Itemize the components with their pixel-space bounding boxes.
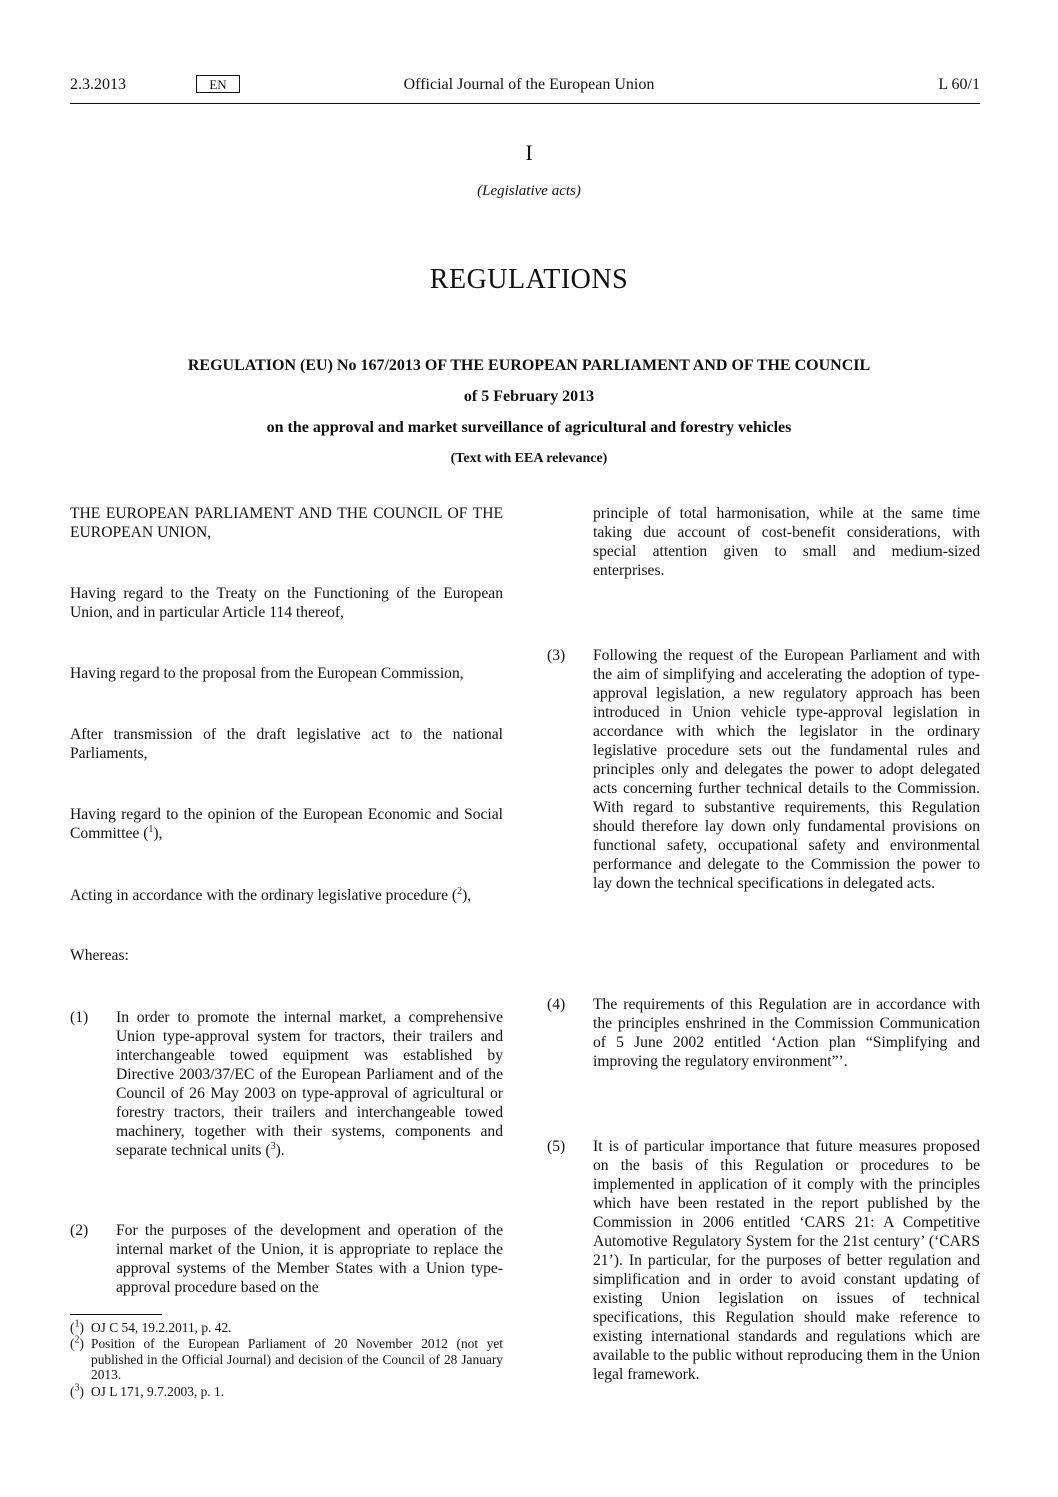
recital-number: (2) <box>70 1222 89 1239</box>
recital-1-body: In order to promote the internal market, a comprehensive Union type-approval system for tractors, their trailers and interchangeable towed equipment was established by Directive 2003/37/EC of the European Parliament and of the Council of 26 May 2003 on type-approval of agricultural or forestry tractors, their trailers and interchangeable towed machinery, together with their systems, components and separate technical units ( <box>116 1009 503 1159</box>
recital-number: (1) <box>70 1009 89 1026</box>
regulations-heading: REGULATIONS <box>429 264 629 295</box>
preamble-opinion-end: ), <box>153 825 163 842</box>
regulation-title: REGULATION (EU) No 167/2013 OF THE EUROPEAN PARLIAMENT AND OF THE COUNCIL <box>187 357 871 374</box>
recital-text: Following the request of the European Parliament and with the aim of simplifying and accelerating the adoption of type-approval legislation, a new regulatory approach has been introduced in Union vehicle type-approval legislation in accordance with which the legislator in the ordinary legislative procedure sets out the fundamental rules and principles only and delegates the power to adopt delegated acts concerning further technical details to the Commission. With regard to substantive requirements, this Regulation should therefore lay down only fundamental provisions on functional safety, occupational safety and environmental performance and delegate to the Commission the power to lay down the technical specifications in delegated acts. <box>593 647 980 892</box>
header-divider <box>70 103 980 104</box>
preamble-transmission: After transmission of the draft legislative act to the national Parliaments, <box>70 726 503 762</box>
footnote-text: OJ C 54, 19.2.2011, p. 42. <box>91 1320 232 1335</box>
recital-number: (3) <box>547 647 566 664</box>
recital-text: The requirements of this Regulation are in accordance with the principles enshrined in the Commission Communication of 5 June 2002 entitled ‘Action plan “Simplifying and improving the regulatory environment”’. <box>593 996 980 1070</box>
eea-relevance: (Text with EEA relevance) <box>450 451 608 466</box>
preamble-opinion-text: Having regard to the opinion of the European Economic and Social Committee ( <box>70 806 503 842</box>
preamble-opinion <box>70 805 503 843</box>
preamble-treaty: Having regard to the Treaty on the Functioning of the European Union, and in particular Article 114 thereof, <box>70 585 503 621</box>
preamble-procedure-end: ), <box>462 887 472 904</box>
preamble-whereas: Whereas: <box>70 947 129 964</box>
page-reference: L 60/1 <box>938 76 980 93</box>
preamble-procedure-text: Acting in accordance with the ordinary legislative procedure ( <box>70 887 458 904</box>
footnote-ref[interactable]: 2 <box>457 885 463 897</box>
recital-text: principle of total harmonisation, while at the same time taking due account of cost-benefit considerations, with special attention given to small and medium-sized enterprises. <box>593 505 980 579</box>
preamble-procedure <box>70 886 503 905</box>
footnote-number: ($^1$) <box>70 1318 84 1335</box>
footnote-text: OJ L 171, 9.7.2003, p. 1. <box>91 1384 225 1399</box>
footnote-number: ($^2$) <box>70 1334 84 1351</box>
publication-date: 2.3.2013 <box>70 76 126 93</box>
preamble-authors: THE EUROPEAN PARLIAMENT AND THE COUNCIL OF THE EUROPEAN UNION, <box>70 505 503 541</box>
language-badge: EN <box>196 75 240 93</box>
section-subtitle: (Legislative acts) <box>477 183 581 199</box>
journal-title: Official Journal of the European Union <box>403 76 655 93</box>
recital-number: (4) <box>547 996 566 1013</box>
recital-1-end: ). <box>275 1142 285 1159</box>
footnote-number: ($^3$) <box>70 1382 84 1399</box>
recital-text <box>116 1008 503 1160</box>
regulation-subject: on the approval and market surveillance of agricultural and forestry vehicles <box>266 419 792 436</box>
footnote-text: Position of the European Parliament of 20 November 2012 (not yet published in the Official Journal) and decision of the Council of 28 January 2013. <box>91 1336 503 1382</box>
preamble-proposal: Having regard to the proposal from the European Commission, <box>70 665 464 682</box>
recital-text: It is of particular importance that future measures proposed on the basis of this Regulation or procedures to be implemented in application of it comply with the principles which have been restated in the report published by the Commission in 2006 entitled ‘CARS 21: A Competitive Automotive Regulatory System for the 21st century’ (‘CARS 21’). In particular, for the purposes of better regulation and simplification and in order to avoid constant updating of existing Union legislation on issues of technical specifications, this Regulation should make reference to existing international standards and regulations which are available to the public without reproducing them in the Union legal framework. <box>593 1138 980 1383</box>
recital-number: (5) <box>547 1138 566 1155</box>
recital-text: For the purposes of the development and operation of the internal market of the Union, it is appropriate to replace the approval systems of the Member States with a Union type-approval procedure based on the <box>116 1222 503 1296</box>
footnote-ref[interactable]: 3 <box>270 1140 276 1152</box>
section-number: I <box>525 140 533 165</box>
footnote-ref[interactable]: 1 <box>148 823 154 835</box>
regulation-date: of 5 February 2013 <box>463 388 595 405</box>
footnote-divider <box>70 1314 162 1315</box>
